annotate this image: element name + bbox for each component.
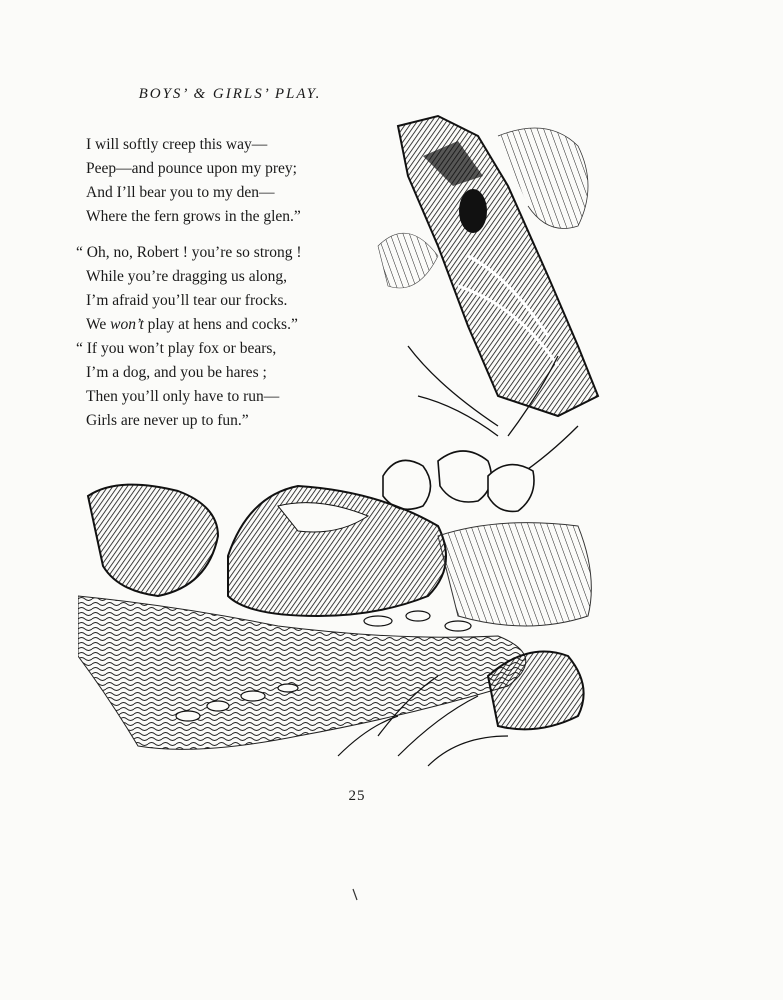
- poem-line: “ If you won’t play fox or bears,: [76, 340, 277, 357]
- poem-line-emphasis: won’t: [110, 316, 144, 333]
- poem-line-post: play at hens and cocks.”: [143, 316, 298, 333]
- poem-line: And I’ll bear you to my den—: [86, 184, 275, 201]
- left-rock: [88, 485, 218, 596]
- poem-line: Then you’ll only have to run—: [86, 388, 280, 405]
- poem-line: Girls are never up to fun.”: [86, 412, 249, 429]
- stray-mark: [350, 888, 360, 902]
- poem-line: I’m a dog, and you be hares ;: [86, 364, 267, 381]
- poem-line: Where the fern grows in the glen.”: [86, 208, 301, 225]
- poem-line: I’m afraid you’ll tear our frocks.: [86, 292, 288, 309]
- stream-engraving: [78, 96, 608, 786]
- poem-line: While you’re dragging us along,: [86, 268, 288, 285]
- page-number: 25: [348, 788, 366, 804]
- stream-water: [78, 596, 526, 749]
- running-head: BOYS’ & GIRLS’ PLAY.: [138, 86, 322, 102]
- poem-line-pre: We: [86, 316, 111, 333]
- poem-line: I will softly creep this way—: [86, 136, 268, 153]
- poem-line: “ Oh, no, Robert ! you’re so strong !: [76, 244, 302, 261]
- poem-line: Peep—and pounce upon my prey;: [86, 160, 297, 177]
